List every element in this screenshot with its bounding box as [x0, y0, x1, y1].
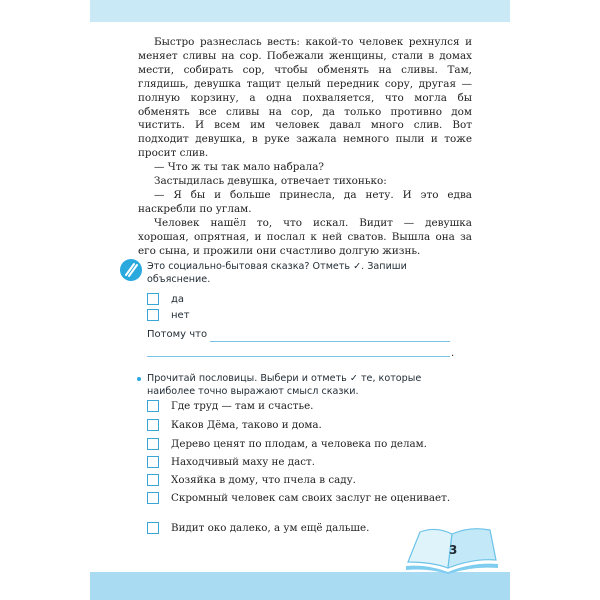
proverb-text: Находчивый маху не даст. — [171, 456, 315, 468]
checkbox[interactable] — [147, 400, 159, 412]
proverb-text: Скромный человек сам своих заслуг не оценивает. — [171, 492, 451, 504]
story-paragraph: — Что ж ты так мало набрала? — [154, 161, 324, 174]
checkbox[interactable] — [147, 419, 159, 431]
proverb-text: Видит око далеко, а ум ещё дальше. — [171, 522, 370, 534]
proverb-item[interactable] — [147, 474, 481, 488]
page-number: 3 — [449, 543, 458, 557]
because-label: Потому что — [147, 329, 208, 340]
story-paragraph: Человек нашёл то, что искал. Видит — девушка хорошая, опрятная, и послал к ней сватов. Вышла она за его сына, и прожили они счастливо долгую жизнь. — [138, 216, 472, 257]
answer-end-mark: . — [451, 348, 455, 359]
checkbox[interactable] — [147, 456, 159, 468]
bullet-icon — [137, 377, 141, 381]
task-instruction: Прочитай пословицы. Выбери и отметь ✓ те, которые наиболее точно выражают смысл сказки. — [147, 373, 422, 397]
checkbox[interactable] — [147, 522, 159, 534]
proverb-text: Дерево ценят по плодам, а человека по делам. — [171, 438, 427, 450]
proverb-text: Хозяйка в дому, что пчела в саду. — [171, 474, 356, 486]
proverb-item[interactable] — [147, 400, 481, 414]
answer-line-1[interactable] — [210, 341, 450, 342]
bottom-color-band — [90, 572, 510, 600]
option-no[interactable] — [147, 309, 190, 321]
top-color-band — [90, 0, 510, 22]
option-yes[interactable] — [147, 293, 184, 305]
option-label: да — [171, 293, 185, 305]
answer-line-2[interactable] — [147, 356, 450, 357]
proverb-item[interactable] — [147, 492, 481, 506]
task-question: Это социально-бытовая сказка? Отметь ✓. Запиши объяснение. — [147, 261, 407, 285]
proverb-item[interactable] — [147, 438, 481, 452]
option-label: нет — [171, 309, 190, 321]
proverb-text: Где труд — там и счастье. — [171, 400, 314, 412]
story-paragraph: — Я бы и больше принесла, да нету. И это едва наскребли по углам. — [138, 188, 472, 215]
checkbox[interactable] — [147, 438, 159, 450]
checkbox[interactable] — [147, 492, 159, 504]
checkbox[interactable] — [147, 474, 159, 486]
checkbox[interactable] — [147, 293, 159, 305]
story-paragraph: Быстро разнеслась весть: какой-то человек рехнулся и меняет сливы на сор. Побежали женщины, стали в домах мести, собирать сор, чтобы обменять на сливы. Там, глядишь, девушка тащит целый передник сору, другая — полную корзину, а одна похваляется, что могла бы обменять все сливы на сор, да только противно дом чистить. И всем им человек давал много слив. Вот подходит девушка, в руке зажала немного пыли и тоже просит слив. — [138, 36, 472, 160]
proverb-text: Каков Дёма, таково и дома. — [171, 419, 322, 431]
proverb-item[interactable] — [147, 456, 481, 470]
proverb-item[interactable] — [147, 419, 481, 433]
story-text — [138, 36, 472, 259]
story-paragraph: Застыдилась девушка, отвечает тихонько: — [154, 175, 387, 188]
pencil-task-icon — [120, 259, 142, 281]
checkbox[interactable] — [147, 309, 159, 321]
